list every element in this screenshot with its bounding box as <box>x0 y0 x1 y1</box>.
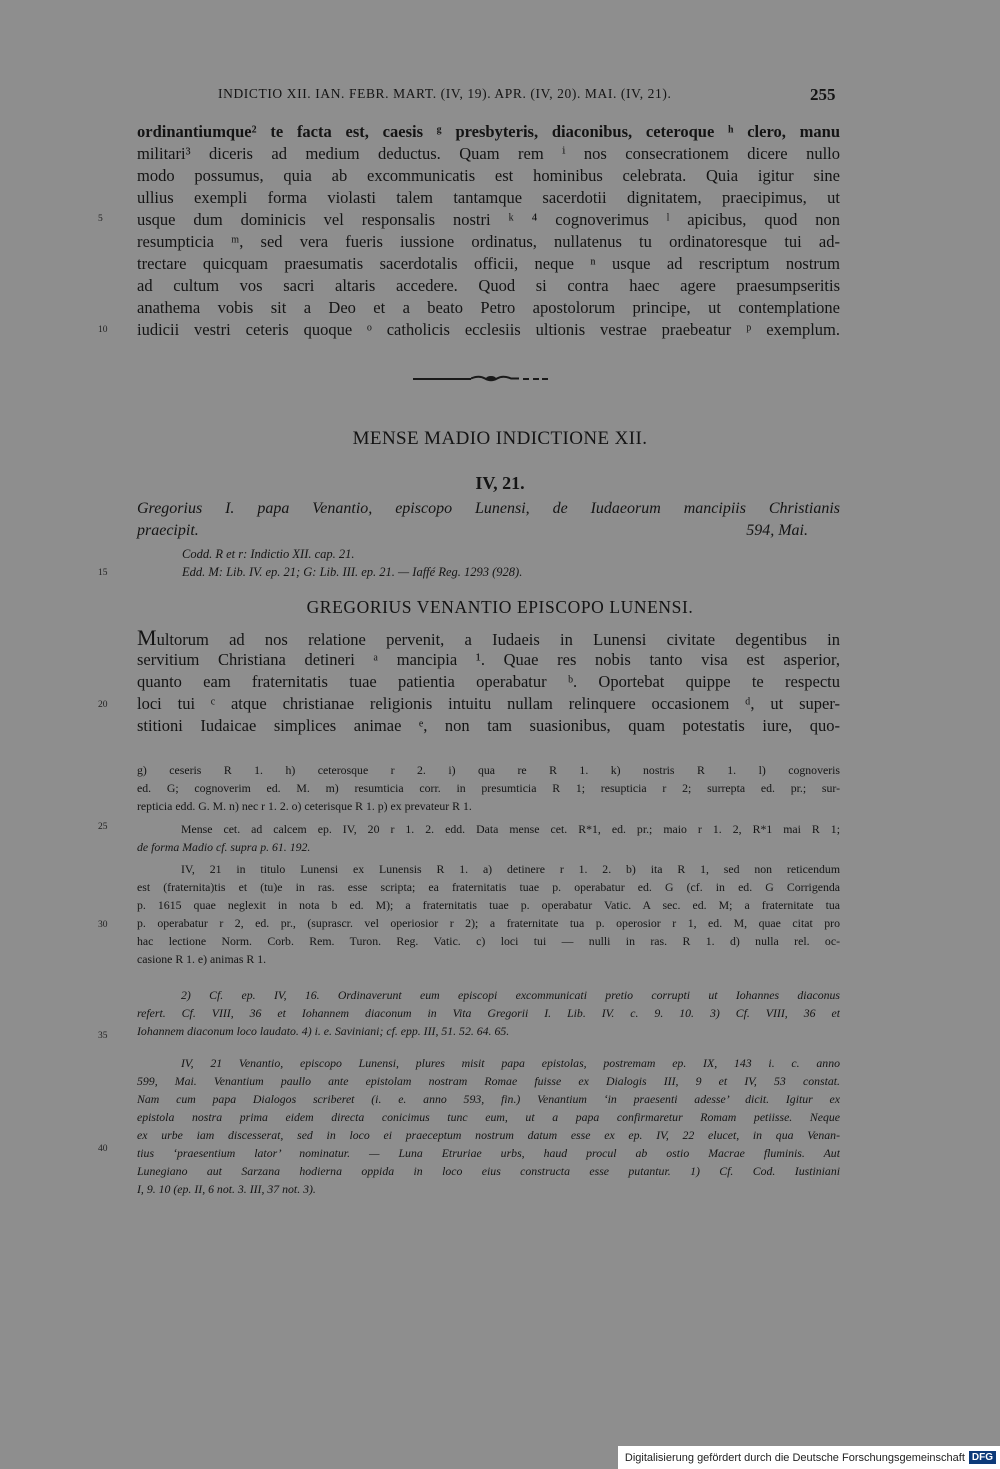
historical-notes-a <box>137 986 840 1040</box>
note-line: casione R 1. e) animas R 1. <box>137 952 267 966</box>
document-number: IV, 21. <box>475 473 525 493</box>
document-summary <box>137 498 840 542</box>
historical-notes-b <box>137 1054 840 1198</box>
text-line: iudicii vestri ceteris quoque ᵒ catholicis ecclesiis ultionis vestrae praebeatur ᵖ exemplum. <box>137 320 840 339</box>
line-number: 5 <box>98 214 103 224</box>
note-line: repticia edd. G. M. n) nec r 1. 2. o) ceterisque R 1. p) ex prevateur R 1. <box>137 799 472 813</box>
note-line: 599, Mai. Venantium paullo ante epistolam nostram Romae fuisse ex Dialogis III, 9 et IV, 53 constat. <box>137 1074 840 1088</box>
text-line: militari³ diceris ad medium deductus. Quam rem ⁱ nos consecrationem dicere nullo <box>137 144 840 163</box>
text-line: ad cultum vos sacri altaris accedere. Quod si contra haec agere praesumpseritis <box>137 276 840 295</box>
summary-line <box>137 520 840 542</box>
dfg-logo: DFG <box>969 1451 996 1464</box>
text-line: Multorum ad nos relatione pervenit, a Iudaeis in Lunensi civitate degentibus in <box>137 627 840 649</box>
text-line: stitioni Iudaicae simplices animae ᵉ, non tam suasionibus, quam potestatis iure, quo- <box>137 716 840 735</box>
note-line: hac lectione Norm. Corb. Rem. Turon. Reg. Vatic. c) loci tui — nulli in ras. R 1. d) nulla rel. oc- <box>137 934 840 948</box>
text-line: resumpticia ᵐ, sed vera fueris iussione ordinatus, nullatenus tu ordinatoresque tui ad- <box>137 232 840 251</box>
apparatus-notes-a <box>137 761 840 815</box>
note-line: p. operabatur r 2, ed. pr., (suprascr. vel operiosior r 2); a fraternitate tua p. operosior r 1, ed. M, quae citat pro <box>137 916 840 930</box>
letter-address: GREGORIUS VENANTIO EPISCOPO LUNENSI. <box>306 597 694 617</box>
text-line: ullius exempli forma violasti talem tantamque sacerdotii dignitatem, praecipimus, ut <box>137 188 840 207</box>
line-number: 25 <box>98 822 108 832</box>
note-line: IV, 21 in titulo Lunensi ex Lunensis R 1. a) detinere r 1. 2. b) ita R 1, sed non reticendum <box>181 862 840 876</box>
note-line: ex urbe iam discesserat, sed in loco ei praeceptum nostrum datum esse ex ep. IV, 22 elucet, in qua Venan- <box>137 1128 840 1142</box>
editions-line: Edd. M: Lib. IV. ep. 21; G: Lib. III. ep. 21. — Iaffé Reg. 1293 (928). <box>182 565 523 579</box>
line-number: 10 <box>98 325 108 335</box>
summary-line: Gregorius I. papa Venantio, episcopo Lunensi, de Iudaeorum mancipiis Christianis <box>137 500 840 517</box>
note-line: IV, 21 Venantio, episcopo Lunensi, plures misit papa epistolas, postremam ep. IX, 143 i. c. anno <box>181 1056 840 1070</box>
line-number: 15 <box>98 568 108 578</box>
note-line: Iohannem diaconum loco laudato. 4) i. e. Saviniani; cf. epp. III, 51. 52. 64. 65. <box>137 1024 510 1038</box>
text-line: modo possumus, quia ab excommunicatis est hominibus celebrata. Quia igitur sine <box>137 166 840 185</box>
apparatus-notes-b <box>137 820 840 856</box>
note-line: 2) Cf. ep. IV, 16. Ordinaverunt eum episcopi excommunicati pretio corrupti ut Iohannes diaconus <box>181 988 840 1002</box>
note-line: est (fraternita)tis et (tu)e in ras. esse scripta; ea fraternitatis tuae p. operabatur ed. G (cf. in ed. G Corrigenda <box>137 880 840 894</box>
page-number: 255 <box>810 85 836 104</box>
line-number: 30 <box>98 920 108 930</box>
text-line: usque dum dominicis vel responsalis nostri ᵏ ⁴ cognoverimus ˡ apicibus, quod non <box>137 210 840 229</box>
ornament-icon <box>471 375 519 382</box>
note-line: Mense cet. ad calcem ep. IV, 20 r 1. 2. edd. Data mense cet. R*1, ed. pr.; maio r 1. 2, R*1 mai R 1; <box>181 822 840 836</box>
text-line: ordinantiumque² te facta est, caesis ᵍ presbyteris, diaconibus, ceteroque ʰ clero, manu <box>137 122 840 141</box>
codices-line: Codd. R et r: Indictio XII. cap. 21. <box>182 547 355 561</box>
running-header: INDICTIO XII. IAN. FEBR. MART. (IV, 19). APR. (IV, 20). MAI. (IV, 21). <box>218 86 672 101</box>
summary-text: praecipit. <box>137 522 199 539</box>
digitization-footer <box>618 1446 1000 1469</box>
line-number: 35 <box>98 1031 108 1041</box>
note-line: ed. G; cognoverim ed. M. m) resumticia corr. in presumticia R 1; resupticia r 2; surrepta ed. pr.; sur- <box>137 781 840 795</box>
text-line: servitium Christiana detineri ᵃ mancipia ¹. Quae res nobis tanto visa est asperior, <box>137 650 840 669</box>
text-block-1 <box>137 121 840 341</box>
ornamental-divider <box>413 374 548 384</box>
text-line: loci tui ᶜ atque christianae religionis intuitu nullam relinquere occasionem ᵈ, ut super- <box>137 694 840 713</box>
note-line: de forma Madio cf. supra p. 61. 192. <box>137 840 311 854</box>
footer-text: Digitalisierung gefördert durch die Deutsche Forschungsgemeinschaft <box>624 1451 965 1464</box>
note-line: p. 1615 quae neglexit in nota b ed. M); a fraternitatis tuae p. operabatur Vatic. A sec. ed. M; a fraternitate tua <box>137 898 840 912</box>
text-block-2 <box>137 627 840 737</box>
source-list <box>182 545 522 581</box>
apparatus-notes-c <box>137 860 840 968</box>
summary-date: 594, Mai. <box>746 522 808 539</box>
note-line: g) ceseris R 1. h) ceterosque r 2. i) qua re R 1. k) nostris R 1. l) cognoveris <box>137 763 840 777</box>
note-line: epistola nostra prima eidem directa conicimus tunc eum, ut a papa confirmaretur Romam petiisse. Neque <box>137 1110 840 1124</box>
note-line: I, 9. 10 (ep. II, 6 not. 3. III, 37 not. 3). <box>137 1182 316 1196</box>
line-number: 20 <box>98 700 108 710</box>
text-line: trectare quicquam praesumatis sacerdotalis officii, neque ⁿ usque ad rescriptum nostrum <box>137 254 840 273</box>
line-number: 40 <box>98 1144 108 1154</box>
text-line: anathema vobis sit a Deo et a beato Petro apostolorum principe, ut contemplatione <box>137 298 840 317</box>
note-line: Lunegiano aut Sarzana hodierna oppida in loco eius constructa esse putantur. 1) Cf. Cod. Iustiniani <box>137 1164 840 1178</box>
note-line: Nam cum papa Dialogos scriberet (i. e. anno 593, fin.) Venantium ‘in praesenti adesse’ dicit. Igitur ex <box>137 1092 840 1106</box>
text-line: quanto eam fraternitatis tuae patientia operabatur ᵇ. Oportebat quippe te respectu <box>137 672 840 691</box>
note-line: tius ‘praesentium lator’ nominatur. — Luna Etruriae urbs, haud procul ab ostio Macrae fluminis. Aut <box>137 1146 840 1160</box>
note-line: refert. Cf. VIII, 36 et Iohannem diaconum in Vita Gregorii I. Lib. IV. c. 9. 10. 3) Cf. VIII, 36 et <box>137 1006 840 1020</box>
section-title: MENSE MADIO INDICTIONE XII. <box>352 428 648 449</box>
